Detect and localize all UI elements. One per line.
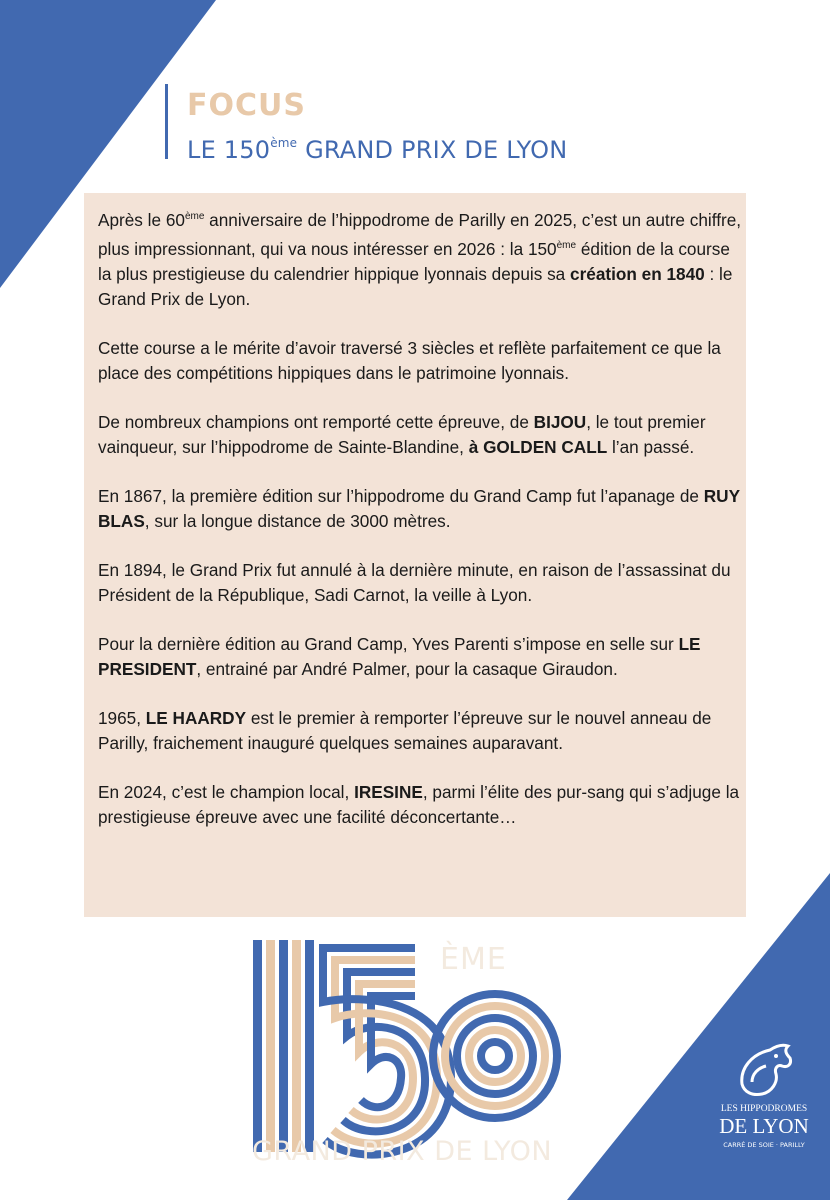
- text-run: l’an passé.: [607, 437, 695, 457]
- superscript-text: ème: [184, 211, 205, 222]
- page-subtitle: [187, 128, 567, 165]
- digit-one: [253, 940, 314, 1152]
- text-run: , entrainé par André Palmer, pour la casaque Giraudon.: [196, 659, 618, 679]
- subtitle-prefix: LE 150: [187, 136, 271, 164]
- brand-line-1: LES HIPPODROMES: [720, 1104, 808, 1114]
- bold-text: LE PRESIDENT: [98, 634, 701, 679]
- text-run: De nombreux champions ont remporté cette épreuve, de: [98, 412, 534, 432]
- text-run: Cette course a le mérite d’avoir traversé 3 siècles et reflète parfaitement ce que la place des compétitions hippiques dans le patrimoine lyonnais.: [98, 338, 721, 383]
- focus-title: FOCUS: [187, 88, 306, 123]
- bold-text: IRESINE: [354, 782, 423, 802]
- text-run: , parmi l’élite des pur-sang qui s’adjuge la prestigieuse épreuve avec une facilité déconcertante…: [98, 782, 740, 827]
- text-run: est le premier à remporter l’épreuve sur le nouvel anneau de Parilly, fraichement inauguré quelques semaines auparavant.: [98, 708, 712, 753]
- text-run: : le Grand Prix de Lyon.: [98, 264, 733, 309]
- paragraph-2: [98, 336, 743, 386]
- article-body: [98, 204, 743, 854]
- paragraph-6: [98, 632, 743, 682]
- subtitle-sup: ème: [270, 136, 298, 150]
- brand-logo: [712, 1042, 816, 1172]
- brand-line-3: CARRÉ DE SOIE · PARILLY: [723, 1141, 805, 1149]
- horse-head-icon: [736, 1042, 794, 1098]
- header-accent-bar: [165, 84, 168, 159]
- text-run: En 1867, la première édition sur l’hippodrome du Grand Camp fut l’apanage de: [98, 486, 704, 506]
- paragraph-5: [98, 558, 743, 608]
- superscript-text: ème: [556, 240, 577, 251]
- logo-150-graphic: [247, 928, 567, 1168]
- bold-text: LE HAARDY: [145, 708, 247, 728]
- text-run: , le tout premier vainqueur, sur l’hippodrome de Sainte-Blandine,: [98, 412, 706, 457]
- paragraph-7: [98, 706, 743, 756]
- bold-text: création en 1840: [570, 264, 705, 284]
- text-run: 1965,: [98, 708, 146, 728]
- logo-tagline: GRAND PRIX DE LYON: [252, 1136, 553, 1167]
- text-run: anniversaire de l’hippodrome de Parilly en 2025, c’est un autre chiffre, plus impressionnant, qui va nous intéresser en 2026 : la 150: [98, 210, 742, 259]
- content-box: [84, 193, 746, 917]
- text-run: Pour la dernière édition au Grand Camp, Yves Parenti s’impose en selle sur: [98, 634, 679, 654]
- bold-text: à GOLDEN CALL: [468, 437, 608, 457]
- text-run: , sur la longue distance de 3000 mètres.: [144, 511, 451, 531]
- paragraph-1: [98, 204, 743, 312]
- paragraph-8: [98, 780, 743, 830]
- text-run: Après le 60: [98, 210, 185, 230]
- bold-text: RUY BLAS: [98, 486, 740, 531]
- text-run: En 2024, c’est le champion local,: [98, 782, 355, 802]
- logo-superscript: ÈME: [440, 942, 507, 977]
- brand-line-2: DE LYON: [719, 1114, 809, 1138]
- text-run: En 1894, le Grand Prix fut annulé à la dernière minute, en raison de l’assassinat du Président de la République, Sadi Carnot, la veille à Lyon.: [98, 560, 731, 605]
- subtitle-suffix: GRAND PRIX DE LYON: [297, 136, 568, 164]
- bold-text: BIJOU: [533, 412, 587, 432]
- paragraph-4: [98, 484, 743, 534]
- paragraph-3: [98, 410, 743, 460]
- text-run: édition de la course la plus prestigieuse du calendrier hippique lyonnais depuis sa: [98, 239, 730, 284]
